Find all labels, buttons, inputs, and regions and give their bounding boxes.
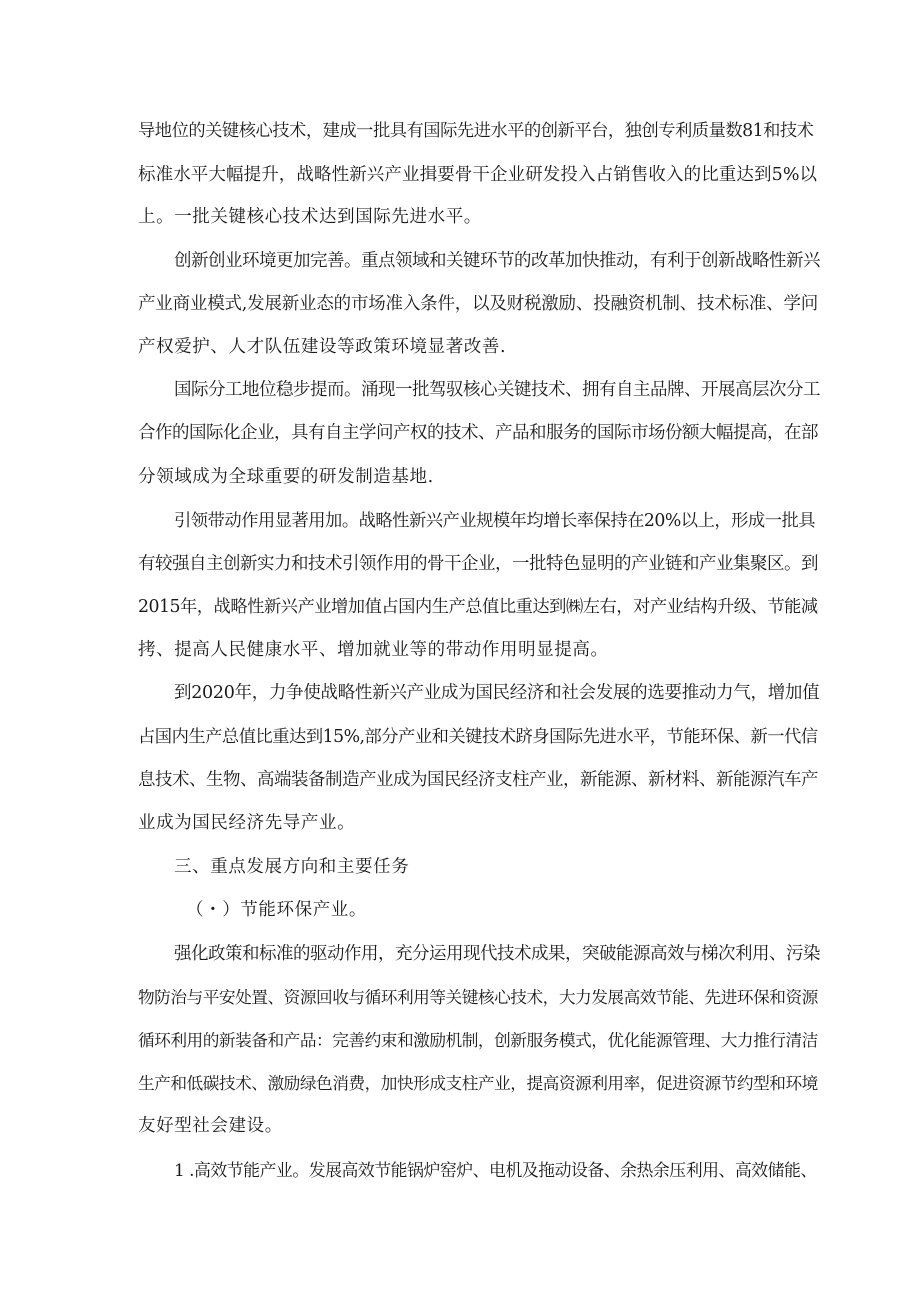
text-line: 上。一批关键核心技术达到国际先进水平。: [138, 207, 482, 227]
text-line: 占国内生产总值比重达到15%,部分产业和关键技术跻身国际先进水平，节能环保、新一代信: [138, 727, 818, 747]
text-line: 产权爱护、人才队伍建设等政策环境显著改善.: [138, 337, 507, 357]
text-line: 创新创业环境更加完善。重点领域和关键环节的改革加快推动，有利于创新战略性新兴: [174, 251, 820, 271]
text-line: 到2020年，力争使战略性新兴产业成为国民经济和社会发展的选要推动力气，增加值: [174, 683, 820, 703]
text-line: 业成为国民经济先导产业。: [138, 813, 356, 833]
subsection-heading: （・）节能环保产业。: [186, 900, 367, 920]
text-line: 物防治与平安处置、资源回收与循环利用等关键核心技术，大力发展高效节能、先进环保和资源: [138, 987, 818, 1007]
text-line: 标准水平大幅提升，战略性新兴产业揖要骨干企业研发投入占销售收入的比重达到5%以: [138, 165, 818, 185]
text-line: 分领域成为全球重要的研发制造基地.: [138, 467, 434, 487]
section-heading: 三、重点发展方向和主要任务: [174, 857, 410, 877]
text-line: 强化政策和标准的驱动作用，充分运用现代技术成果，突破能源高效与梯次利用、污染: [174, 944, 820, 964]
text-line: 有较强自主创新实力和技术引领作用的骨干企业，一批特色显明的产业链和产业集聚区。到: [138, 554, 818, 574]
text-line: 生产和低碳技术、激励绿色消费，加快形成支柱产业，提高资源利用率，促进资源节约型和环境: [138, 1073, 818, 1093]
text-line: 合作的国际化企业，具有自主学问产权的技术、产品和服务的国际市场份额大幅提高，在部: [138, 423, 818, 443]
text-line: 产业商业模式,发展新业态的市场准入条件，以及财税激励、投融资机制、技术标准、学问: [138, 294, 819, 314]
text-line: 国际分工地位稳步提而。涌现一批驾驭核心关键技术、拥有自主品牌、开展高层次分工: [174, 380, 820, 400]
text-line: 友好型社会建设。: [138, 1116, 283, 1136]
text-line: 息技术、生物、高端装备制造产业成为国民经济支柱产业，新能源、新材料、新能源汽车产: [138, 770, 818, 790]
text-line: 导地位的关键核心技术，建成一批具有国际先进水平的创新平台，独创专利质量数81和技术: [138, 121, 814, 141]
text-line: 循环利用的新装备和产品：完善约束和激励机制，创新服务模式，优化能源管理、大力推行清洁: [138, 1030, 818, 1050]
text-line: 引领带动作用显著用加。战略性新兴产业规模年均增长率保持在20%以上，形成一批具: [174, 511, 816, 531]
text-line: 2015年，战略性新兴产业增加值占国内生产总值比重达到㈱左右，对产业结构升级、节能减: [138, 597, 818, 617]
text-line: 1 .高效节能产业。发展高效节能锅炉窑炉、电机及拖动设备、余热余压利用、高效储能、: [174, 1160, 817, 1180]
text-line: 拷、提高人民健康水平、增加就业等的带动作用明显提高。: [138, 640, 609, 660]
